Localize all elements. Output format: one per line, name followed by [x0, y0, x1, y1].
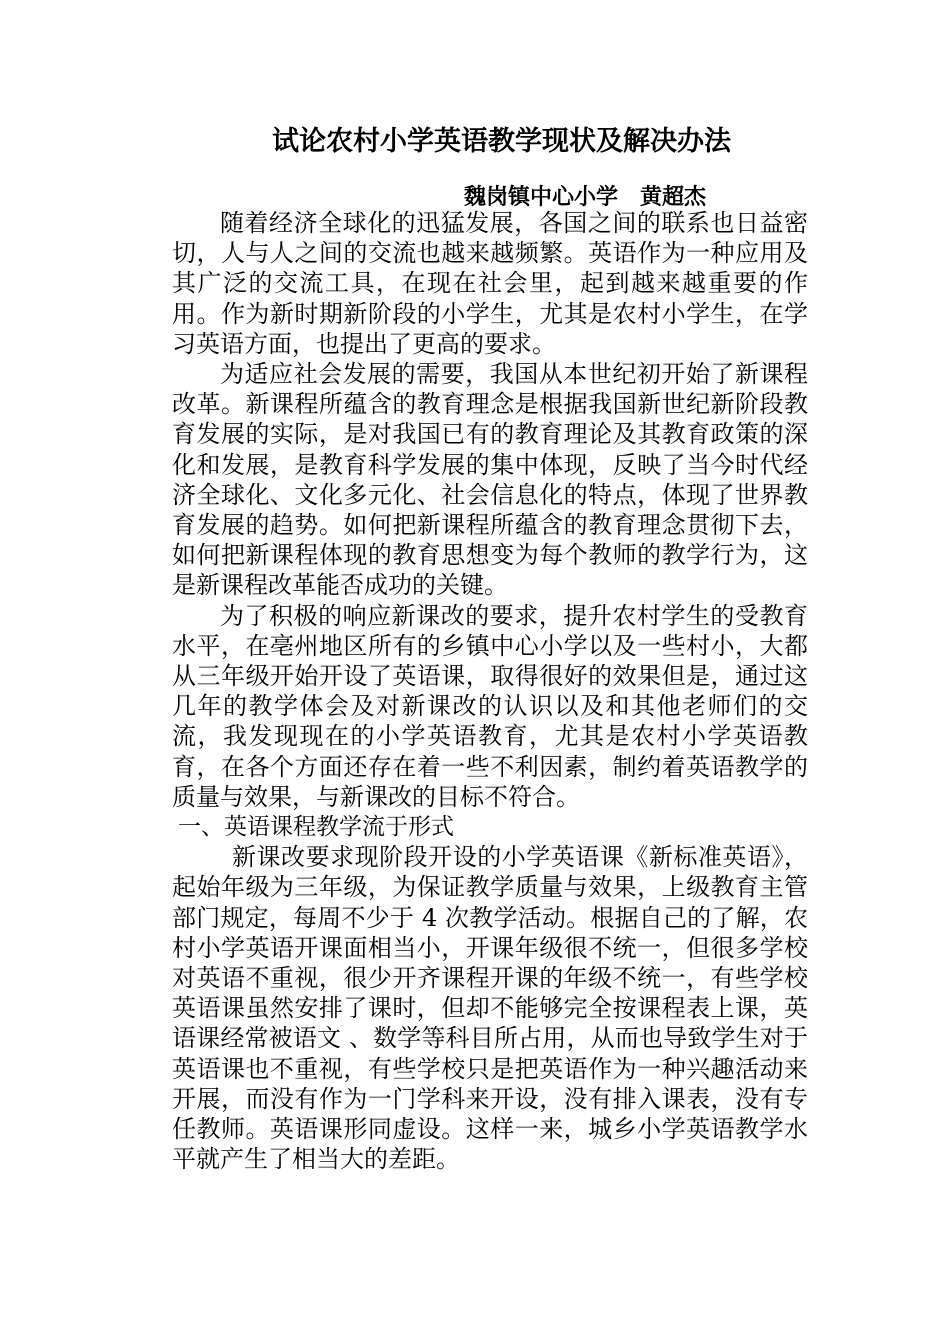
section-paragraph: 新课改要求现阶段开设的小学英语课《新标准英语》，起始年级为三年级，为保证教学质量与效果，上级教育主管部门规定，每周不少于 4 次教学活动。根据自己的了解，农村小学英语开课面相当小，开课年级很不统一，但很多学校对英语不重视，很少开齐课程开课的年级不统一，有些学校英语课虽然安排了课时，但却不能够完全按课程表上课，英语课经常被语文 、数学等科目所占用，从而也导致学生对于英语课也不重视，有些学校只是把英语作为一种兴趣活动来开展，而没有作为一门学科来开设，没有排入课表，没有专任教师。英语课形同虚设。这样一来，城乡小学英语教学水平就产生了相当大的差距。: [172, 843, 808, 1174]
author-byline: 魏岗镇中心小学 黄超杰: [464, 184, 707, 210]
paragraph-2: 为适应社会发展的需要，我国从本世纪初开始了新课程改革。新课程所蕴含的教育理念是根据我国新世纪新阶段教育发展的实际，是对我国已有的教育理论及其教育政策的深化和发展，是教育科学发展的集中体现，反映了当今时代经济全球化、文化多元化、社会信息化的特点，体现了世界教育发展的趋势。如何把新课程所蕴含的教育理念贯彻下去，如何把新课程体现的教育思想变为每个教师的教学行为，这是新课程改革能否成功的关键。: [172, 360, 808, 600]
paragraph-3: 为了积极的响应新课改的要求，提升农村学生的受教育水平，在亳州地区所有的乡镇中心小学以及一些村小，大都从三年级开始开设了英语课，取得很好的效果但是，通过这几年的教学体会及对新课改的认识以及和其他老师们的交流，我发现现在的小学英语教育，尤其是农村小学英语教育，在各个方面还存在着一些不利因素，制约着英语教学的质量与效果，与新课改的目标不符合。: [172, 601, 808, 811]
document-title: 试论农村小学英语教学现状及解决办法: [272, 126, 731, 157]
document-body: [172, 208, 808, 1175]
section-heading: 一、英语课程教学流于形式: [178, 814, 454, 841]
paragraph-1: 随着经济全球化的迅猛发展，各国之间的联系也日益密切，人与人之间的交流也越来越频繁。英语作为一种应用及其广泛的交流工具，在现在社会里，起到越来越重要的作用。作为新时期新阶段的小学生，尤其是农村小学生，在学习英语方面，也提出了更高的要求。: [172, 209, 808, 358]
